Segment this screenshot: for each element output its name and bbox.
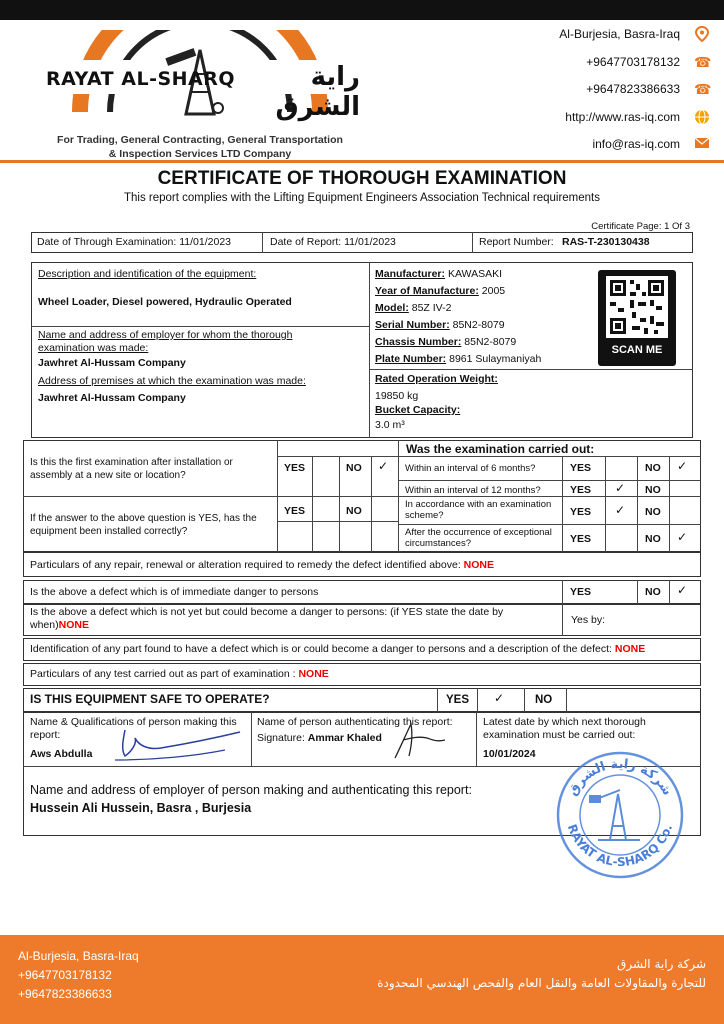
globe-icon: [694, 109, 710, 125]
mail-icon: [694, 136, 710, 152]
employer-value: Jawhret Al-Hussam Company: [38, 357, 186, 369]
report-date: Date of Report: 11/01/2023: [270, 236, 396, 248]
phone-icon: ☎: [694, 81, 712, 97]
manufacturer-row: Manufacturer: KAWASAKI: [375, 268, 503, 280]
footer-company-name-ar: شركة راية الشرق للتجارة والمقاولات العامة والنقل العام والفحص الهندسي المحدودة: [377, 957, 706, 990]
safe-yes-check: ✓: [494, 691, 505, 705]
authenticator-label: Name of person authenticating this report:: [257, 716, 453, 728]
immediate-danger-yes: YES: [570, 586, 592, 598]
tagline: For Trading, General Contracting, General Transportation & Inspection Services LTD Company: [57, 134, 343, 160]
premises-label: Address of premises at which the examination was made:: [38, 375, 306, 387]
contact-phone-1[interactable]: +9647703178132 ☎: [586, 53, 712, 70]
within-12-months: Within an interval of 12 months?: [405, 485, 541, 496]
within-6-yes: YES: [570, 462, 592, 474]
first-exam-question: Is this the first examination after installation or assembly at a new site or location?: [30, 457, 233, 481]
scheme-no: NO: [645, 506, 661, 518]
within-6-no-check: ✓: [677, 459, 688, 473]
premises-value: Jawhret Al-Hussam Company: [38, 392, 186, 404]
year-row: Year of Manufacture: 2005: [375, 285, 506, 297]
top-bar: [0, 0, 724, 20]
model-row: Model: 85Z IV-2: [375, 302, 452, 314]
within-12-yes: YES: [570, 484, 592, 496]
report-number: RAS-T-230130438: [562, 236, 650, 248]
header-divider: [0, 160, 724, 163]
first-exam-no: NO: [346, 462, 362, 474]
location-pin-icon: [694, 26, 710, 42]
equipment-desc-label: Description and identification of the equipment:: [38, 268, 257, 280]
authenticator-signature-row: Signature: Ammar Khaled: [257, 732, 382, 744]
immediate-danger-question: Is the above a defect which is of immediate danger to persons: [30, 586, 319, 598]
safe-yes: YES: [446, 694, 470, 706]
footer-phone-1[interactable]: +9647703178132: [18, 968, 112, 982]
within-6-months: Within an interval of 6 months?: [405, 463, 536, 474]
footer-phone-2[interactable]: +9647823386633: [18, 987, 112, 1001]
within-6-no: NO: [645, 462, 661, 474]
employer-label: Name and address of employer for whom the thorough examination was made:: [38, 329, 293, 354]
report-maker-label: Name & Qualifications of person making this report:: [30, 716, 237, 741]
yes-by-label: Yes by:: [571, 614, 606, 626]
contact-website[interactable]: http://www.ras-iq.com: [470, 107, 710, 135]
exceptional-yes: YES: [570, 533, 592, 545]
maker-signature: [95, 716, 245, 766]
immediate-danger-no-check: ✓: [677, 583, 688, 597]
first-exam-no-check: ✓: [378, 459, 389, 473]
logo-text-ar: راية الشرق: [275, 62, 360, 122]
rated-weight-label: Rated Operation Weight:: [375, 373, 498, 385]
future-danger-question: Is the above a defect which is not yet but could become a danger to persons: (if YES state the date by when)NONE: [30, 606, 504, 631]
identification-label: Identification of any part found to have a defect which is or could become a danger to persons and a description of the defect: NONE: [30, 643, 646, 655]
footer: [0, 935, 724, 1024]
next-exam-date: 10/01/2024: [483, 748, 536, 760]
first-exam-yes: YES: [284, 462, 306, 474]
authenticator-signature: [375, 718, 455, 762]
installed-yes: YES: [284, 505, 306, 517]
company-logo: [40, 30, 360, 160]
employer-person-label: Name and address of employer of person making and authenticating this report:: [30, 783, 472, 797]
within-12-no: NO: [645, 484, 661, 496]
report-number-label: Report Number:: [479, 236, 554, 248]
exceptional-no: NO: [645, 533, 661, 545]
within-12-yes-check: ✓: [615, 481, 626, 495]
exceptional-circumstances: After the occurrence of exceptional circumstances?: [405, 527, 552, 549]
installed-correctly-question: If the answer to the above question is YES, has the equipment been installed correctly?: [30, 513, 257, 537]
safe-no: NO: [535, 694, 553, 706]
contact-email[interactable]: info@ras-iq.com: [470, 134, 710, 162]
certificate-title: CERTIFICATE OF THOROUGH EXAMINATION: [157, 168, 567, 189]
contact-address: Al-Burjesia, Basra-Iraq: [470, 24, 710, 52]
employer-person-value: Hussein Ali Hussein, Basra , Burjesia: [30, 801, 252, 815]
rated-weight-value: 19850 kg: [375, 390, 419, 402]
scheme-yes-check: ✓: [615, 503, 626, 517]
company-stamp: [548, 750, 692, 880]
immediate-danger-no: NO: [645, 586, 661, 598]
footer-contacts: [18, 947, 139, 1004]
bucket-capacity-label: Bucket Capacity:: [375, 404, 461, 416]
exam-date: Date of Through Examination: 11/01/2023: [37, 236, 231, 248]
phone-icon: ☎: [694, 53, 712, 70]
logo-text-en: RAYAT AL-SHARQ: [46, 68, 236, 90]
certificate-subtitle: This report complies with the Lifting Equipment Engineers Association Technical requirements: [123, 192, 600, 204]
plate-row: Plate Number: 8961 Sulaymaniyah: [375, 353, 542, 365]
contact-list: [470, 24, 710, 162]
equipment-desc-value: Wheel Loader, Diesel powered, Hydraulic Operated: [38, 296, 292, 308]
serial-row: Serial Number: 85N2-8079: [375, 319, 505, 331]
test-label: Particulars of any test carried out as part of examination : NONE: [30, 668, 329, 680]
svg-text:شركة راية الشرق: شركة راية الشرق: [565, 756, 675, 799]
examination-scheme: In accordance with an examination scheme?: [405, 499, 552, 521]
carried-out-header: Was the examination carried out:: [406, 442, 595, 456]
qr-code[interactable]: [598, 270, 676, 366]
scheme-yes: YES: [570, 506, 592, 518]
scan-me-label: SCAN ME: [611, 344, 663, 356]
next-exam-label: Latest date by which next thorough examination must be carried out:: [483, 716, 646, 741]
bucket-capacity-value: 3.0 m³: [375, 419, 405, 431]
qr-pattern: [606, 276, 668, 338]
repair-label: Particulars of any repair, renewal or alteration required to remedy the defect identified above: NONE: [30, 559, 495, 571]
safe-to-operate-question: IS THIS EQUIPMENT SAFE TO OPERATE?: [30, 692, 270, 706]
letterhead: [0, 20, 724, 160]
chassis-row: Chassis Number: 85N2-8079: [375, 336, 517, 348]
installed-no: NO: [346, 505, 362, 517]
footer-address: Al-Burjesia, Basra-Iraq: [18, 949, 139, 963]
certificate-page-number: Certificate Page: 1 Of 3: [591, 221, 690, 232]
svg-text:RAYAT AL-SHARQ Co.: RAYAT AL-SHARQ Co.: [564, 822, 676, 870]
contact-phone-2[interactable]: +9647823386633 ☎: [586, 81, 712, 97]
exceptional-no-check: ✓: [677, 530, 688, 544]
report-maker-name: Aws Abdulla: [30, 748, 93, 760]
